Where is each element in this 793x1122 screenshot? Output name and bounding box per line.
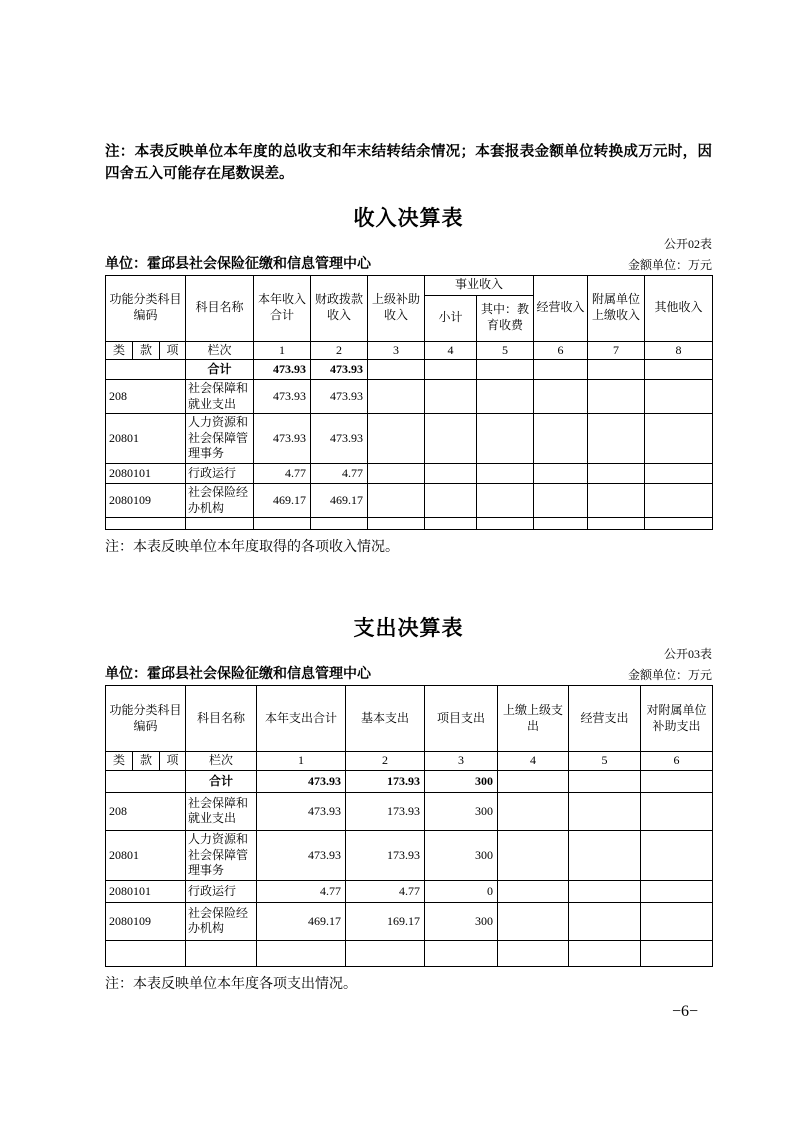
cell-value — [534, 380, 588, 414]
col-num: 6 — [641, 752, 713, 771]
cell-value: 173.93 — [346, 792, 425, 830]
income-row-2080109 — [106, 484, 713, 518]
row-code: 2080109 — [106, 902, 186, 940]
income-table-title: 收入决算表 — [353, 206, 464, 230]
cell-value — [645, 464, 713, 484]
cell-value: 473.93 — [254, 360, 311, 380]
cell-value — [534, 464, 588, 484]
cell-value: 0 — [425, 880, 498, 902]
total-code-cell — [106, 360, 186, 380]
cell-value — [498, 792, 569, 830]
header-other-income: 其他收入 — [645, 275, 713, 341]
empty-cell — [645, 518, 713, 530]
cell-value — [368, 380, 425, 414]
expense-row-2080109 — [106, 902, 713, 940]
cell-value — [645, 484, 713, 518]
cell-value — [425, 414, 477, 464]
cell-value: 469.17 — [257, 902, 346, 940]
cell-value — [477, 360, 534, 380]
header-xiang: 项 — [160, 752, 186, 771]
empty-cell — [106, 518, 186, 530]
col-num: 4 — [425, 341, 477, 360]
cell-value — [645, 414, 713, 464]
row-code: 208 — [106, 792, 186, 830]
cell-value — [368, 360, 425, 380]
cell-value — [645, 360, 713, 380]
header-project-expense: 项目支出 — [425, 686, 498, 752]
empty-cell — [641, 940, 713, 966]
row-code: 208 — [106, 380, 186, 414]
row-name: 社会保险经办机构 — [186, 902, 257, 940]
cell-value: 173.93 — [346, 830, 425, 880]
cell-value — [498, 880, 569, 902]
cell-value — [368, 414, 425, 464]
cell-value — [569, 880, 641, 902]
col-num: 8 — [645, 341, 713, 360]
header-func-code: 功能分类科目编码 — [106, 686, 186, 752]
header-business-income: 事业收入 — [425, 275, 534, 295]
total-code-cell — [106, 770, 186, 792]
cell-value: 300 — [425, 770, 498, 792]
cell-value — [477, 464, 534, 484]
row-code: 20801 — [106, 414, 186, 464]
header-subject: 科目名称 — [186, 686, 257, 752]
expense-row-20801 — [106, 830, 713, 880]
col-num: 3 — [425, 752, 498, 771]
income-row-20801 — [106, 414, 713, 464]
header-edu-fee: 其中：教育收费 — [477, 295, 534, 341]
empty-cell — [368, 518, 425, 530]
cell-value: 473.93 — [257, 770, 346, 792]
empty-cell — [425, 518, 477, 530]
expense-form-code: 公开03表 — [663, 647, 712, 662]
income-amount-unit: 金额单位：万元 — [627, 257, 712, 272]
cell-value — [645, 380, 713, 414]
cell-value — [641, 792, 713, 830]
empty-cell — [106, 940, 186, 966]
col-num: 5 — [477, 341, 534, 360]
expense-empty-row — [106, 940, 713, 966]
expense-table-note: 注：本表反映单位本年度各项支出情况。 — [105, 976, 357, 992]
expense-amount-unit: 金额单位：万元 — [627, 668, 712, 683]
cell-value: 473.93 — [254, 380, 311, 414]
header-lanci: 栏次 — [186, 752, 257, 771]
empty-cell — [534, 518, 588, 530]
expense-section — [105, 612, 712, 993]
income-unit-label: 单位：霍邱县社会保险征缴和信息管理中心 — [105, 256, 371, 272]
cell-value — [368, 484, 425, 518]
header-total-expense: 本年支出合计 — [257, 686, 346, 752]
empty-cell — [257, 940, 346, 966]
cell-value — [425, 484, 477, 518]
cell-value — [425, 380, 477, 414]
cell-value — [477, 484, 534, 518]
income-section — [105, 202, 712, 557]
expense-row-208 — [106, 792, 713, 830]
cell-value: 169.17 — [346, 902, 425, 940]
cell-value — [588, 360, 645, 380]
header-affiliate-income: 附属单位上缴收入 — [588, 275, 645, 341]
cell-value — [534, 414, 588, 464]
cell-value: 300 — [425, 792, 498, 830]
row-code: 2080101 — [106, 464, 186, 484]
cell-value — [588, 484, 645, 518]
row-code: 20801 — [106, 830, 186, 880]
income-total-row — [106, 360, 713, 380]
cell-value: 469.17 — [311, 484, 368, 518]
expense-unit-label: 单位：霍邱县社会保险征缴和信息管理中心 — [105, 667, 371, 683]
header-superior-subsidy: 上级补助收入 — [368, 275, 425, 341]
cell-value — [477, 414, 534, 464]
cell-value — [569, 770, 641, 792]
page-top-note: 注：本表反映单位本年度的总收支和年末结转结余情况；本套报表金额单位转换成万元时，因四舍五入可能存在尾数误差。 — [105, 144, 712, 182]
cell-value — [498, 770, 569, 792]
header-subject: 科目名称 — [186, 275, 254, 341]
cell-value: 473.93 — [254, 414, 311, 464]
cell-value: 4.77 — [346, 880, 425, 902]
income-empty-row — [106, 518, 713, 530]
row-name: 社会保险经办机构 — [186, 484, 254, 518]
cell-value — [569, 830, 641, 880]
col-num: 1 — [254, 341, 311, 360]
expense-table-title: 支出决算表 — [353, 617, 464, 641]
row-name: 行政运行 — [186, 464, 254, 484]
header-operating-expense: 经营支出 — [569, 686, 641, 752]
total-label: 合计 — [186, 770, 257, 792]
col-num: 6 — [534, 341, 588, 360]
cell-value — [588, 464, 645, 484]
cell-value: 473.93 — [311, 380, 368, 414]
header-to-superior: 上缴上级支出 — [498, 686, 569, 752]
empty-cell — [498, 940, 569, 966]
expense-table — [105, 685, 713, 967]
cell-value — [534, 360, 588, 380]
empty-cell — [569, 940, 641, 966]
page-number: −6− — [671, 1002, 698, 1020]
header-total-income: 本年收入合计 — [254, 275, 311, 341]
row-name: 人力资源和社会保障管理事务 — [186, 830, 257, 880]
empty-cell — [425, 940, 498, 966]
cell-value — [425, 360, 477, 380]
header-basic-expense: 基本支出 — [346, 686, 425, 752]
col-num: 1 — [257, 752, 346, 771]
cell-value — [588, 380, 645, 414]
empty-cell — [254, 518, 311, 530]
cell-value: 4.77 — [311, 464, 368, 484]
cell-value — [498, 830, 569, 880]
header-xiang: 项 — [160, 341, 186, 360]
cell-value — [425, 464, 477, 484]
cell-value: 4.77 — [257, 880, 346, 902]
cell-value: 300 — [425, 902, 498, 940]
col-num: 4 — [498, 752, 569, 771]
empty-cell — [346, 940, 425, 966]
expense-total-row — [106, 770, 713, 792]
cell-value — [641, 830, 713, 880]
income-table — [105, 275, 713, 531]
empty-cell — [186, 518, 254, 530]
total-label: 合计 — [186, 360, 254, 380]
cell-value: 473.93 — [311, 360, 368, 380]
empty-cell — [186, 940, 257, 966]
header-operating-income: 经营收入 — [534, 275, 588, 341]
cell-value — [534, 484, 588, 518]
row-name: 社会保障和就业支出 — [186, 380, 254, 414]
col-num: 3 — [368, 341, 425, 360]
expense-colnum-row — [106, 752, 713, 771]
cell-value — [477, 380, 534, 414]
col-num: 2 — [346, 752, 425, 771]
cell-value: 173.93 — [346, 770, 425, 792]
cell-value — [368, 464, 425, 484]
header-subtotal: 小计 — [425, 295, 477, 341]
cell-value — [569, 902, 641, 940]
row-name: 人力资源和社会保障管理事务 — [186, 414, 254, 464]
row-name: 行政运行 — [186, 880, 257, 902]
cell-value: 473.93 — [257, 792, 346, 830]
col-num: 5 — [569, 752, 641, 771]
cell-value — [569, 792, 641, 830]
header-kuan: 款 — [133, 752, 160, 771]
cell-value: 469.17 — [254, 484, 311, 518]
row-code: 2080109 — [106, 484, 186, 518]
income-unit-row — [105, 253, 712, 273]
cell-value: 300 — [425, 830, 498, 880]
header-lanci: 栏次 — [186, 341, 254, 360]
header-fiscal-income: 财政拨款收入 — [311, 275, 368, 341]
header-func-code: 功能分类科目编码 — [106, 275, 186, 341]
cell-value: 4.77 — [254, 464, 311, 484]
empty-cell — [311, 518, 368, 530]
cell-value — [641, 880, 713, 902]
cell-value — [588, 414, 645, 464]
header-lei: 类 — [106, 341, 133, 360]
income-form-code: 公开02表 — [663, 236, 712, 251]
expense-unit-row — [105, 663, 712, 683]
empty-cell — [477, 518, 534, 530]
expense-row-2080101 — [106, 880, 713, 902]
row-name: 社会保障和就业支出 — [186, 792, 257, 830]
col-num: 7 — [588, 341, 645, 360]
income-header-row — [106, 275, 713, 295]
header-lei: 类 — [106, 752, 133, 771]
expense-header-row — [106, 686, 713, 752]
cell-value — [641, 902, 713, 940]
income-colnum-row — [106, 341, 713, 360]
income-row-2080101 — [106, 464, 713, 484]
cell-value: 473.93 — [257, 830, 346, 880]
income-row-208 — [106, 380, 713, 414]
header-to-affiliate: 对附属单位补助支出 — [641, 686, 713, 752]
cell-value — [498, 902, 569, 940]
cell-value — [641, 770, 713, 792]
cell-value: 473.93 — [311, 414, 368, 464]
header-kuan: 款 — [133, 341, 160, 360]
row-code: 2080101 — [106, 880, 186, 902]
col-num: 2 — [311, 341, 368, 360]
empty-cell — [588, 518, 645, 530]
income-table-note: 注：本表反映单位本年度取得的各项收入情况。 — [105, 540, 399, 556]
